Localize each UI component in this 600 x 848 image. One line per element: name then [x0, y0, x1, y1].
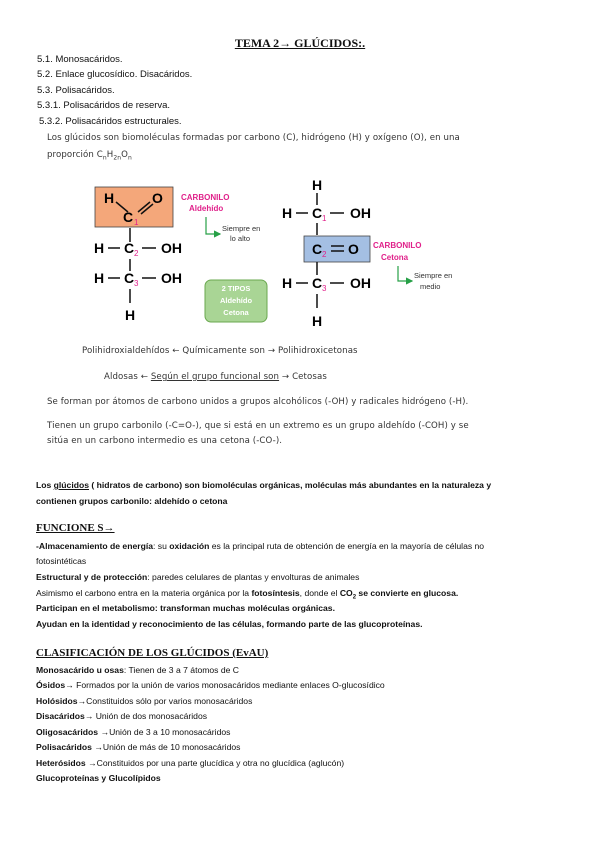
- aldehyde-row3-oh: OH: [161, 270, 182, 286]
- arrow-aldehido: [206, 217, 220, 234]
- glucid-structure-diagram: [0, 170, 600, 340]
- clasificacion-item: Monosacárido u osas: Tienen de 3 a 7 átomos de C: [36, 665, 240, 675]
- clasificacion-item: Ósidos→ Formados por la unión de varios monosacáridos mediante enlaces O-glucosídico: [36, 680, 385, 690]
- aldehyde-row2-h: H: [94, 240, 105, 256]
- aldehido-label: Aldehído: [189, 204, 224, 213]
- aldehyde-c3: C: [124, 270, 135, 286]
- clasificacion-item: Disacáridos→ Unión de dos monosacáridos: [36, 711, 208, 721]
- tipos-line-3: Cetona: [223, 308, 249, 317]
- funcion-estructural: Estructural y de protección: paredes celulares de plantas y envolturas de animales: [36, 572, 360, 582]
- note-carbonilo-2: sitúa en un carbono intermedio es una cetona (-CO-).: [47, 436, 283, 446]
- ketone-bottom-h: H: [312, 313, 323, 329]
- aldehyde-o: O: [152, 190, 163, 206]
- note-quimicamente: Polihidroxialdehídos ← Químicamente son → Polihidroxicetonas: [82, 346, 358, 356]
- toc-item: 5.3. Polisacáridos.: [37, 85, 115, 96]
- funcion-metabolismo: Participan en el metabolismo: transforman muchas moléculas orgánicas.: [36, 603, 335, 613]
- carbonilo-cetona-label: CARBONILO: [373, 241, 422, 250]
- ketone-row3-h: H: [282, 275, 293, 291]
- ketone-row3-oh: OH: [350, 275, 371, 291]
- arrow-cetona: [398, 266, 412, 281]
- aldehyde-bottom-h: H: [125, 307, 136, 323]
- aldehyde-h: H: [104, 190, 115, 206]
- toc-item: 5.3.1. Polisacáridos de reserva.: [37, 100, 171, 111]
- definition-line-1: Los glúcidos ( hidratos de carbono) son biomoléculas orgánicas, moléculas más abundantes en la naturaleza y: [36, 480, 492, 490]
- clasificacion-heading: CLASIFICACIÓN DE LOS GLÚCIDOS (EvAU): [36, 647, 269, 659]
- aldehyde-row3-h: H: [94, 270, 105, 286]
- clasificacion-item: Glucoproteínas y Glucolípidos: [36, 773, 161, 783]
- tipos-line-1: 2 TIPOS: [221, 284, 251, 293]
- funciones-heading: FUNCIONE S→: [36, 522, 115, 534]
- aldehyde-c1-num: 1: [134, 218, 139, 227]
- ketone-c3: C: [312, 275, 323, 291]
- toc-item: 5.1. Monosacáridos.: [37, 54, 123, 65]
- aldehyde-c2-num: 2: [134, 249, 139, 258]
- page-title: TEMA 2→ GLÚCIDOS:.: [234, 36, 366, 50]
- ketone-c2-num: 2: [322, 250, 327, 259]
- note-grupo-funcional: Aldosas ← Según el grupo funcional son → Cetosas: [104, 372, 327, 382]
- clasificacion-item: Polisacáridos →Unión de más de 10 monosacáridos: [36, 742, 241, 752]
- ketone-row1-oh: OH: [350, 205, 371, 221]
- aldehyde-c1: C: [123, 209, 134, 225]
- clasificacion-item: Holósidos→Constituidos sólo por varios monosacáridos: [36, 696, 253, 706]
- note-atomos: Se forman por átomos de carbono unidos a grupos alcohólicos (-OH) y radicales hidrógeno (-H).: [47, 397, 469, 407]
- note-cetona-2: medio: [420, 282, 441, 291]
- ketone-c3-num: 3: [322, 284, 327, 293]
- funcion-energia: -Almacenamiento de energía: su oxidación es la principal ruta de obtención de energía en la mayoría de células no: [36, 541, 485, 551]
- intro-line-1: Los glúcidos son biomoléculas formadas por carbono (C), hidrógeno (H) y oxígeno (O), en una: [47, 133, 460, 143]
- ketone-top-h: H: [312, 177, 323, 193]
- intro-line-2: proporción $C_nH_{2n}O_n$: [47, 150, 132, 162]
- aldehyde-c3-num: 3: [134, 279, 139, 288]
- clasificacion-item: Heterósidos →Constituidos por una parte glucídica y otra no glucídica (aglucón): [36, 758, 345, 768]
- definition-line-2: contienen grupos carbonilo: aldehído o cetona: [36, 496, 228, 506]
- note-carbonilo-1: Tienen un grupo carbonilo (-C=O-), que si está en un extremo es un grupo aldehído (-COH) y se: [47, 421, 469, 431]
- note-aldehido-2: lo alto: [230, 234, 251, 243]
- note-aldehido-1: Siempre en: [222, 224, 261, 233]
- toc-item: 5.3.2. Polisacáridos estructurales.: [39, 116, 182, 127]
- ketone-o: O: [348, 241, 359, 257]
- note-cetona-1: Siempre en: [414, 271, 453, 280]
- ketone-row1-h: H: [282, 205, 293, 221]
- ketone-c1-num: 1: [322, 214, 327, 223]
- toc-item: 5.2. Enlace glucosídico. Disacáridos.: [37, 69, 193, 80]
- carbonilo-aldehido-label: CARBONILO: [181, 193, 230, 202]
- ketone-c2: C: [312, 241, 323, 257]
- funcion-identidad: Ayudan en la identidad y reconocimiento de las células, formando parte de las glucoproteínas.: [36, 619, 423, 629]
- tipos-line-2: Aldehído: [219, 296, 253, 305]
- ketone-c1: C: [312, 205, 323, 221]
- aldehyde-c2: C: [124, 240, 135, 256]
- cetona-label: Cetona: [381, 253, 409, 262]
- clasificacion-item: Oligosacáridos →Unión de 3 a 10 monosacáridos: [36, 727, 231, 737]
- funcion-energia-cont: fotosintéticas: [36, 556, 87, 566]
- aldehyde-row2-oh: OH: [161, 240, 182, 256]
- funcion-fotosintesis: Asimismo el carbono entra en la materia orgánica por la fotosíntesis, donde el $CO_2$ se convierte en glucosa.: [36, 588, 459, 601]
